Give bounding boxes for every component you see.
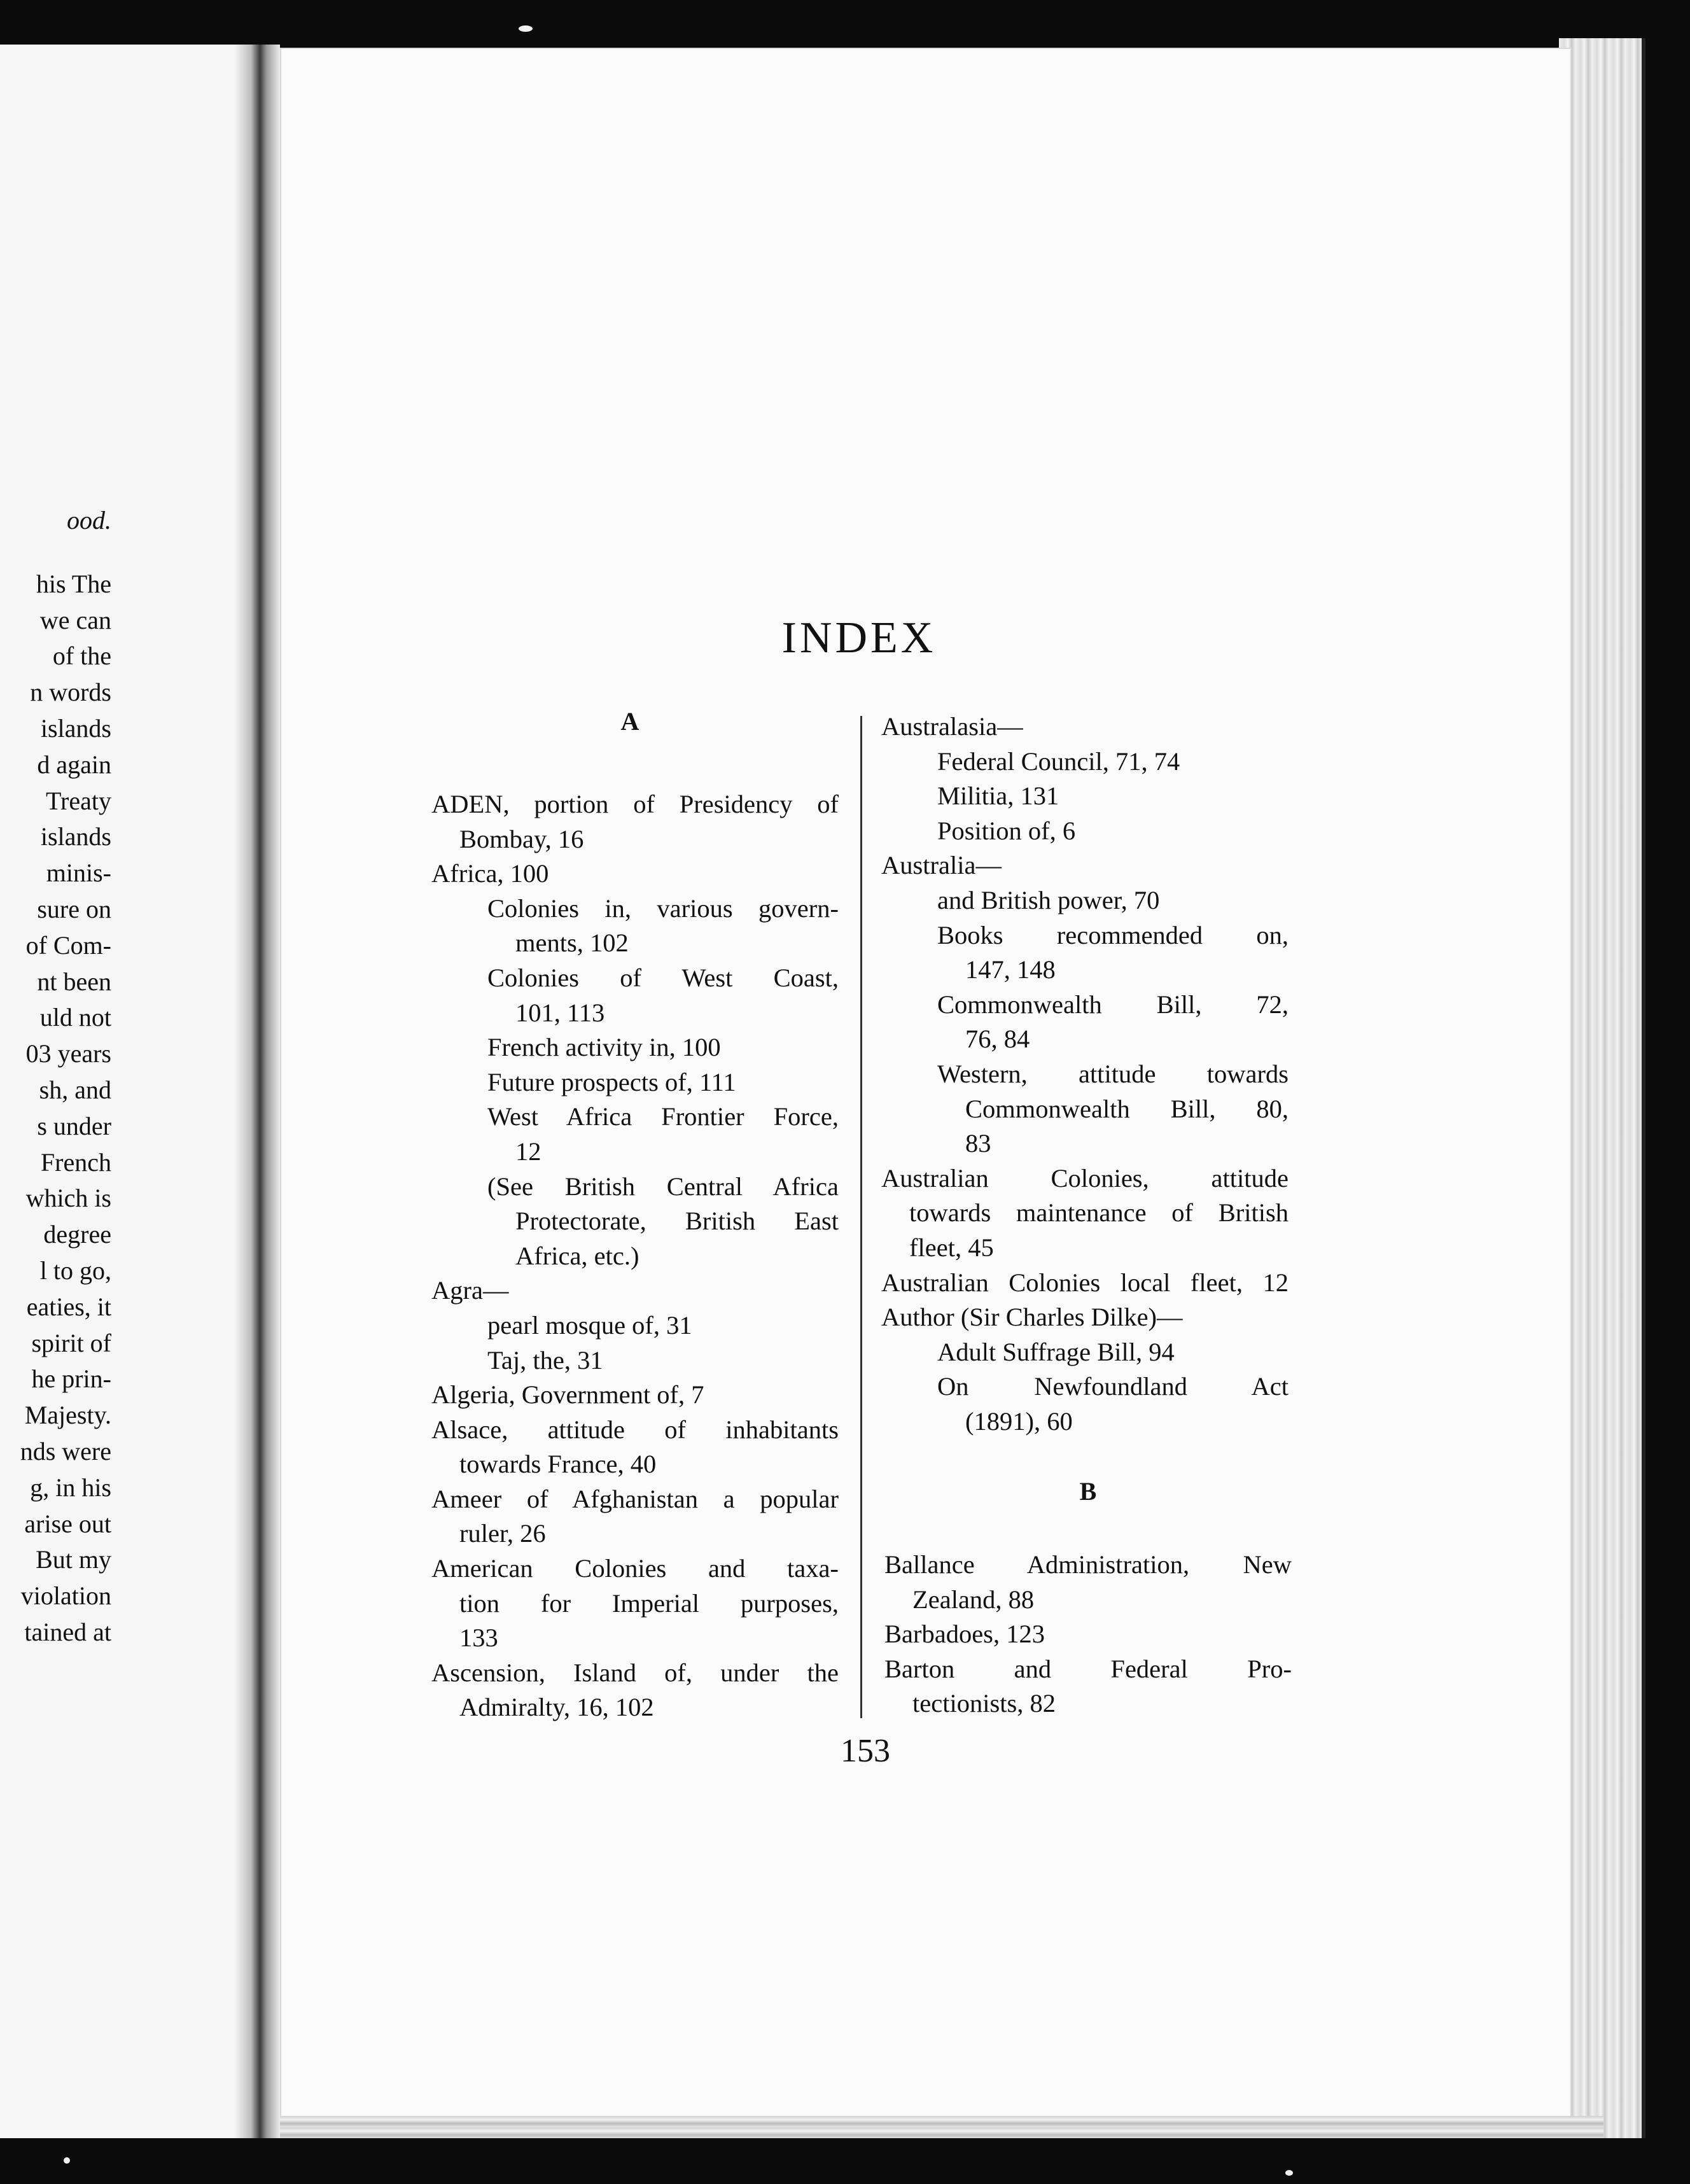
facing-page-line: French [40, 1147, 111, 1177]
facing-page-line: d again [37, 750, 111, 779]
index-entry [431, 1030, 839, 1065]
entry-heading: Militia, 131 [937, 781, 1059, 811]
facing-page-line: violation [20, 1581, 111, 1611]
facing-page-line: nt been [37, 967, 111, 996]
facing-page-line: Majesty. [24, 1401, 111, 1430]
index-entry [881, 1161, 1288, 1266]
entry-heading: Africa, 100 [431, 859, 549, 888]
entry-heading: American Colonies and taxa- [431, 1554, 839, 1583]
entry-continuation: Bombay, 16 [459, 824, 584, 853]
entry-continuation: ments, 102 [515, 928, 629, 958]
index-entry [431, 892, 839, 961]
entry-heading: Ballance Administration, New [884, 1550, 1292, 1579]
entry-heading: Australian Colonies local fleet, 12 [881, 1268, 1288, 1297]
facing-page-line: we can [39, 605, 111, 634]
entry-heading: Author (Sir Charles Dilke)— [881, 1303, 1183, 1332]
facing-page-line: spirit of [31, 1328, 111, 1357]
facing-page-line: minis- [46, 858, 111, 888]
index-entry [431, 1551, 839, 1656]
entry-heading: Taj, the, 31 [487, 1345, 603, 1375]
entry-continuation: Commonwealth Bill, 80, [965, 1094, 1288, 1123]
facing-page-line: of Com- [25, 930, 111, 960]
index-entry [431, 1273, 839, 1308]
entry-heading: ADEN, portion of Presidency of [431, 790, 839, 818]
entry-heading: Ameer of Afghanistan a popular [431, 1484, 839, 1513]
index-entry [431, 1170, 839, 1274]
index-entry [431, 1343, 839, 1378]
section-letter-b: B [1079, 1477, 1097, 1506]
index-entry [881, 779, 1288, 814]
facing-page-line: uld not [39, 1003, 111, 1032]
entry-continuation: (1891), 60 [965, 1406, 1073, 1436]
facing-page-line: islands [40, 713, 111, 743]
index-entry [881, 1335, 1288, 1370]
index-entry [431, 1482, 839, 1551]
index-entry [431, 1378, 839, 1413]
index-entry [431, 1065, 839, 1100]
index-entry [881, 848, 1288, 883]
facing-page-line: he prin- [31, 1364, 111, 1394]
index-entry [431, 1656, 839, 1725]
entry-heading: pearl mosque of, 31 [487, 1310, 692, 1340]
entry-continuation: ruler, 26 [459, 1519, 546, 1548]
index-entry [431, 961, 839, 1030]
entry-heading: On Newfoundland Act [937, 1372, 1288, 1401]
scan-speck [1285, 2170, 1293, 2176]
entry-heading: Western, attitude towards [937, 1059, 1288, 1088]
page-title: INDEX [781, 613, 937, 662]
facing-page-line: eaties, it [26, 1292, 111, 1321]
entry-continuation: Admiralty, 16, 102 [459, 1693, 654, 1722]
facing-page-line: islands [40, 822, 111, 851]
facing-page-line: g, in his [30, 1473, 111, 1502]
page-number: 153 [841, 1733, 890, 1769]
entry-continuation: towards maintenance of British [909, 1198, 1288, 1228]
index-entry [881, 1057, 1288, 1161]
entry-continuation: fleet, 45 [909, 1233, 994, 1262]
entry-heading: Australia— [881, 851, 1002, 880]
entry-heading: French activity in, 100 [487, 1033, 721, 1062]
entry-continuation: tectionists, 82 [912, 1689, 1056, 1718]
entry-heading: Colonies in, various govern- [487, 893, 839, 923]
index-entry [881, 1369, 1288, 1439]
entry-heading: (See British Central Africa [487, 1172, 839, 1201]
facing-page-line: But my [36, 1545, 111, 1574]
entry-continuation: Zealand, 88 [912, 1585, 1035, 1614]
entry-heading: Commonwealth Bill, 72, [937, 990, 1288, 1019]
facing-page-line: degree [43, 1220, 111, 1249]
entry-continuation: 147, 148 [965, 955, 1056, 984]
scan-speck [64, 2157, 70, 2164]
facing-page-line: ood. [67, 506, 111, 535]
index-entry [881, 814, 1288, 849]
entry-continuation: towards France, 40 [459, 1450, 657, 1479]
facing-page-line: s under [37, 1111, 111, 1140]
index-entry [431, 1308, 839, 1343]
entry-heading: West Africa Frontier Force, [487, 1102, 839, 1131]
bottom-page-edges [280, 2116, 1603, 2138]
index-column-left [431, 787, 839, 1725]
index-entry [431, 1413, 839, 1482]
index-entry [881, 988, 1288, 1057]
entry-continuation: tion for Imperial purposes, [459, 1588, 839, 1618]
entry-heading: and British power, 70 [937, 885, 1160, 914]
entry-heading: Position of, 6 [937, 816, 1076, 845]
index-entry [881, 1300, 1288, 1335]
entry-continuation: 101, 113 [515, 998, 605, 1027]
index-entry [884, 1617, 1292, 1652]
entry-continuation: 83 [965, 1129, 991, 1158]
entry-continuation: 12 [515, 1137, 541, 1166]
facing-page-line: sure on [37, 894, 111, 923]
entry-heading: Ascension, Island of, under the [431, 1658, 839, 1687]
facing-page-line: 03 years [25, 1039, 111, 1068]
entry-heading: Barbadoes, 123 [884, 1620, 1045, 1649]
facing-page-line: Treaty [46, 786, 111, 815]
facing-page-line: n words [30, 678, 111, 707]
entry-continuation: Protectorate, British East [515, 1207, 839, 1236]
entry-heading: Agra— [431, 1276, 509, 1305]
index-column-right-a [881, 710, 1288, 1439]
section-letter-a: A [620, 707, 639, 736]
index-entry [431, 787, 839, 857]
index-entry [881, 883, 1288, 918]
facing-page-text [0, 503, 111, 1651]
facing-page-line: arise out [24, 1509, 111, 1538]
entry-heading: Algeria, Government of, 7 [431, 1380, 704, 1410]
entry-heading: Federal Council, 71, 74 [937, 746, 1180, 776]
index-entry [881, 710, 1288, 745]
entry-heading: Books recommended on, [937, 920, 1288, 949]
index-entry [881, 918, 1288, 988]
entry-heading: Barton and Federal Pro- [884, 1654, 1292, 1683]
entry-continuation: 76, 84 [965, 1025, 1030, 1054]
book-gutter [235, 45, 280, 2138]
entry-heading: Alsace, attitude of inhabitants [431, 1415, 839, 1444]
facing-page-line: l to go, [39, 1256, 111, 1285]
entry-heading: Adult Suffrage Bill, 94 [937, 1337, 1175, 1366]
index-column-right-b [884, 1548, 1292, 1721]
index-entry [884, 1548, 1292, 1617]
facing-page-line: tained at [24, 1617, 111, 1646]
entry-heading: Australian Colonies, attitude [881, 1163, 1288, 1193]
index-entry [881, 1266, 1288, 1301]
index-entry [431, 857, 839, 892]
facing-page-line: sh, and [39, 1075, 111, 1104]
facing-page-line: his The [36, 569, 111, 598]
scan-speck [519, 25, 533, 32]
entry-heading: Future prospects of, 111 [487, 1067, 736, 1096]
entry-continuation: 133 [459, 1623, 498, 1653]
index-entry [884, 1652, 1292, 1721]
facing-page-line: of the [52, 641, 111, 671]
facing-page-line: which is [25, 1184, 111, 1213]
entry-heading: Colonies of West Coast, [487, 963, 839, 992]
entry-heading: Australasia— [881, 712, 1023, 741]
page-edges [1559, 38, 1645, 2138]
facing-page-line: nds were [20, 1436, 111, 1466]
index-entry [431, 1100, 839, 1169]
column-divider [860, 716, 862, 1718]
entry-continuation: Africa, etc.) [515, 1241, 639, 1270]
index-entry [881, 745, 1288, 780]
